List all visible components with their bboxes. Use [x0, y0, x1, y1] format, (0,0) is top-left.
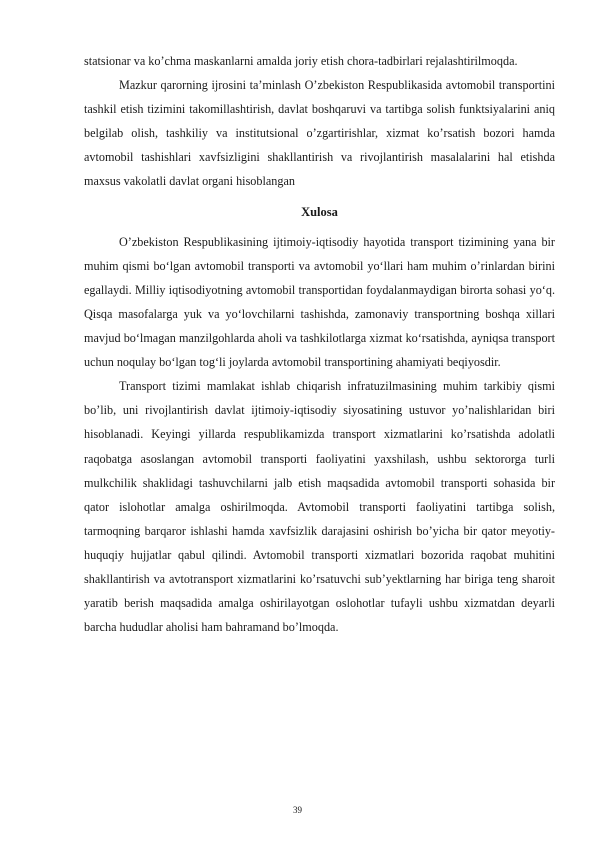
paragraph-continuation: statsionar va ko’chma maskanlarni amalda joriy etish chora-tadbirlari rejalashtirilmoqda.: [84, 54, 518, 68]
paragraph-conclusion-1: O’zbekiston Respublikasining ijtimoiy-iqtisodiy hayotida transport tizimining yana bir muhim qismi bo‘lgan avtomobil transporti va avtomobil yo‘llari ham muhim o’rinlardan birini egallaydi. Milliy iqtisodiyotning avtomobil transportidan foydalanmaydigan birorta sohasi yo‘q. Qisqa masofalarga yuk va yo‘lovchilarni tashishda, zamonaviy transportning boshqa xillari mavjud bo‘lmagan manzilgohlarda aholi va tashkilotlarga xizmat ko‘rsatishda, ayniqsa transport uchun noqulay bo‘lgan tog‘li joylarda avtomobil transportining ahamiyati beqiyosdir.: [84, 234, 555, 370]
section-heading: Xulosa: [301, 204, 338, 219]
paragraph-decree: Mazkur qarorning ijrosini ta’minlash O’zbekiston Respublikasida avtomobil transportini tashkil etish tizimini takomillashtirish, davlat boshqaruvi va tartibga solish funktsiyalarini aniq belgilab olish, tashkiliy va institutsional o’zgartirishlar, xizmat ko’rsatish bozori hamda avtomobil tashishlari xavfsizligini shakllantirish va rivojlantirish masalalarini hal etishda maxsus vakolatli davlat organi hisoblangan: [84, 78, 555, 189]
page-number: 39: [293, 805, 302, 815]
page-content: [84, 49, 555, 639]
paragraph-conclusion-2: Transport tizimi mamlakat ishlab chiqarish infratuzilmasining muhim tarkibiy qismi bo’lib, uni rivojlantirish davlat ijtimoiy-iqtisodiy siyosatining ustuvor yo’nalishlaridan biri hisoblanadi. Keyingi yillarda respublikamizda transport xizmatlarini ko’rsatishda adolatli raqobatga asoslangan avtomobil transporti faoliyatini yaxshilash, ushbu sektororga turli mulkchilik shaklidagi tashuvchilarni jalb etish maqsadida avtomobil transporti sohasida bir qator islohotlar amalga oshirilmoqda. Avtomobil transporti faoliyatini tartibga solish, tarmoqning barqaror ishlashi hamda xavfsizlik darajasini oshirish bo’yicha bir qator meyotiy-huquqiy hujjatlar qabul qilindi. Avtomobil transporti xizmatlari bozorida raqobat muhitini shakllantirish va avtotransport xizmatlarini ko’rsatuvchi sub’yektlarning har biriga teng sharoit yaratib berish maqsadida amalga oshirilayotgan oslohotlar tufayli ushbu xizmatdan deyarli barcha hududlar aholisi ham bahramand bo’lmoqda.: [84, 379, 555, 635]
